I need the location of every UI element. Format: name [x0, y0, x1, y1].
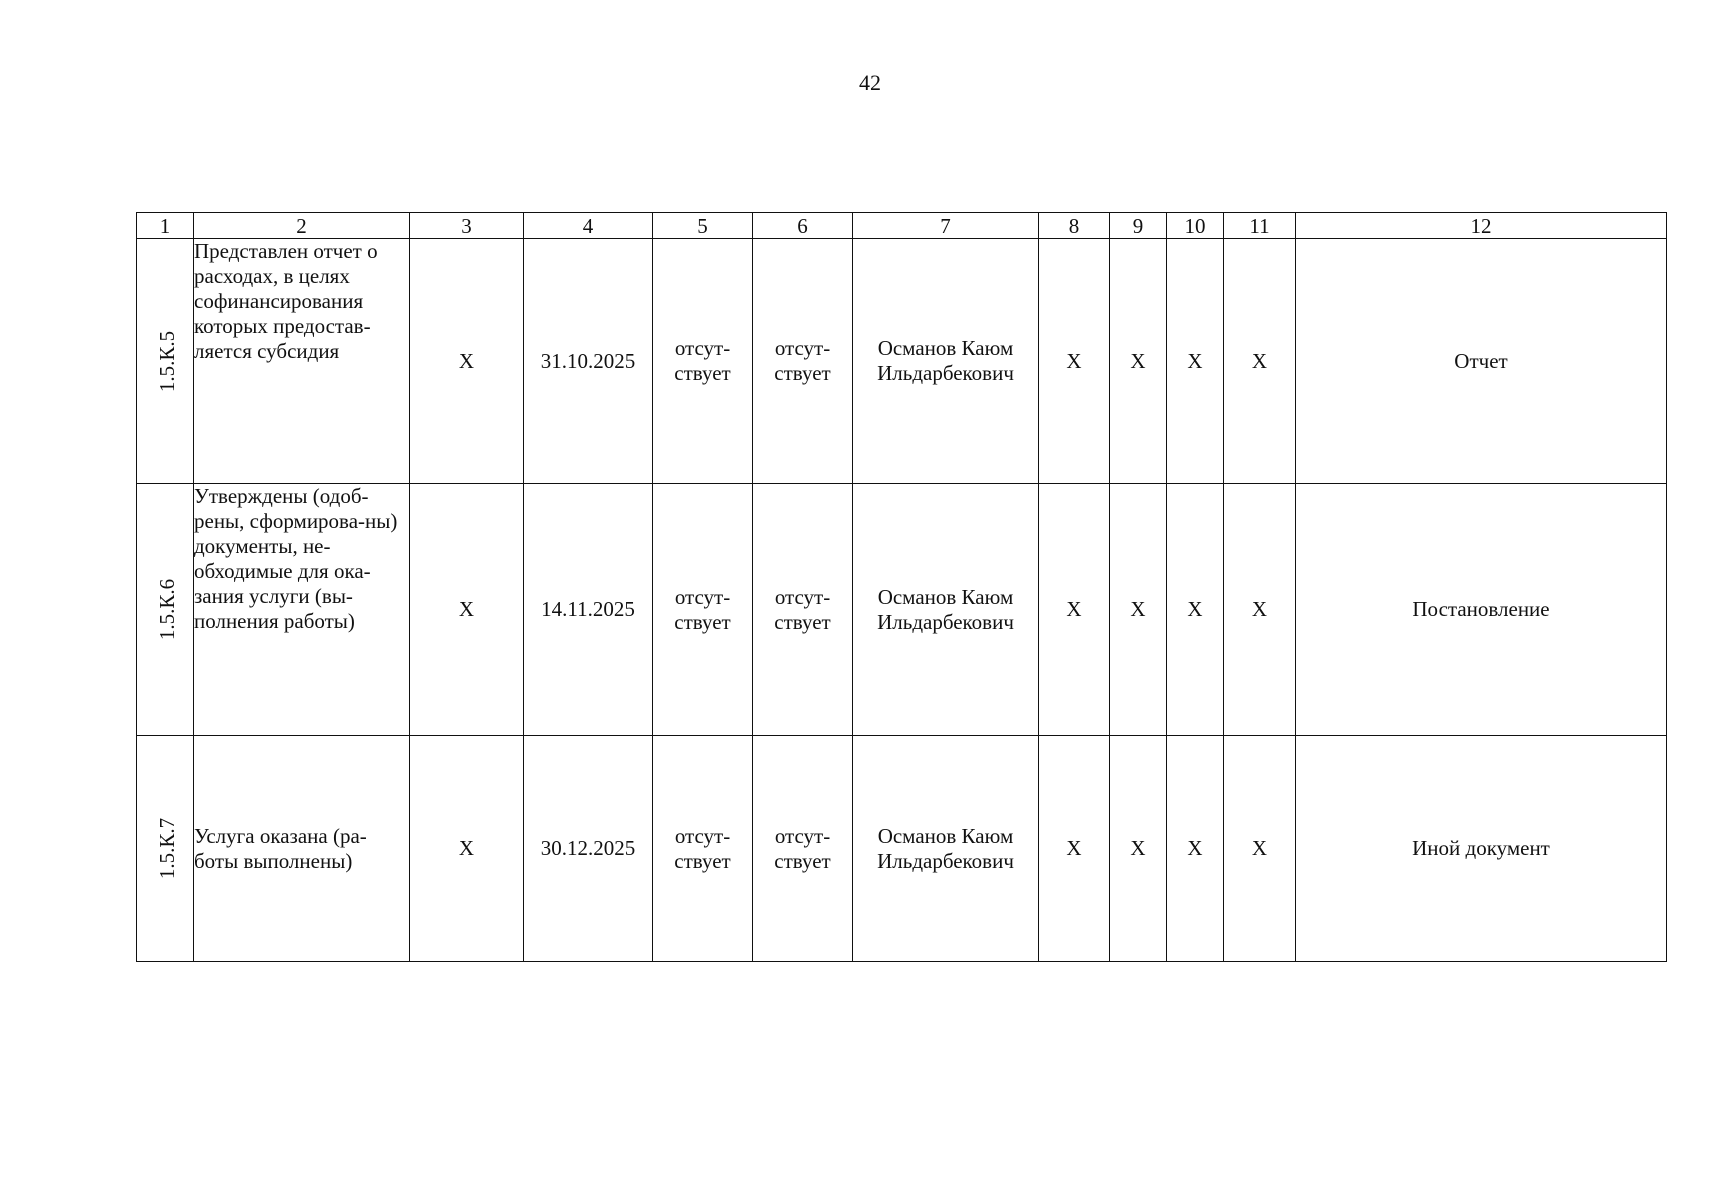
cell-col10: Х	[1167, 736, 1224, 962]
table-row	[137, 239, 1667, 484]
date-cell: 31.10.2025	[524, 239, 653, 484]
document-type-cell: Постановление	[1296, 484, 1667, 736]
description-cell: Представлен отчет о расходах, в целях софинансирования которых предостав-ляется субсидия	[194, 239, 410, 484]
column-header: 4	[524, 213, 653, 239]
row-code: 1.5.К.7	[155, 817, 180, 880]
date-cell: 14.11.2025	[524, 484, 653, 736]
document-type-cell: Отчет	[1296, 239, 1667, 484]
column-header: 6	[753, 213, 853, 239]
cell-col11: Х	[1224, 239, 1296, 484]
page-number: 42	[859, 70, 881, 95]
cell-col10: Х	[1167, 239, 1224, 484]
cell-col3: Х	[410, 484, 524, 736]
row-code-cell	[137, 239, 194, 484]
cell-col6: отсут-ствует	[753, 484, 853, 736]
column-header: 10	[1167, 213, 1224, 239]
column-header: 8	[1039, 213, 1110, 239]
cell-col6: отсут-ствует	[753, 736, 853, 962]
cell-col8: Х	[1039, 239, 1110, 484]
cell-col9: Х	[1110, 736, 1167, 962]
column-header: 11	[1224, 213, 1296, 239]
column-header: 12	[1296, 213, 1667, 239]
header-row	[137, 213, 1667, 239]
cell-col3: Х	[410, 736, 524, 962]
row-code-cell	[137, 736, 194, 962]
cell-col11: Х	[1224, 484, 1296, 736]
description-cell: Услуга оказана (ра-боты выполнены)	[194, 736, 410, 962]
cell-col5: отсут-ствует	[653, 239, 753, 484]
responsible-cell: Османов Каюм Ильдарбекович	[853, 484, 1039, 736]
column-header: 7	[853, 213, 1039, 239]
responsible-cell: Османов Каюм Ильдарбекович	[853, 239, 1039, 484]
column-header: 2	[194, 213, 410, 239]
document-type-cell: Иной документ	[1296, 736, 1667, 962]
cell-col10: Х	[1167, 484, 1224, 736]
row-code: 1.5.К.6	[155, 578, 180, 641]
plan-table	[136, 212, 1667, 962]
cell-col8: Х	[1039, 484, 1110, 736]
cell-col3: Х	[410, 239, 524, 484]
column-header: 3	[410, 213, 524, 239]
cell-col6: отсут-ствует	[753, 239, 853, 484]
cell-col9: Х	[1110, 484, 1167, 736]
row-code: 1.5.К.5	[155, 330, 180, 392]
cell-col8: Х	[1039, 736, 1110, 962]
cell-col11: Х	[1224, 736, 1296, 962]
column-header: 9	[1110, 213, 1167, 239]
cell-col5: отсут-ствует	[653, 484, 753, 736]
date-cell: 30.12.2025	[524, 736, 653, 962]
cell-col9: Х	[1110, 239, 1167, 484]
table-row	[137, 736, 1667, 962]
row-code-cell	[137, 484, 194, 736]
table-row	[137, 484, 1667, 736]
description-cell: Утверждены (одоб-рены, сформирова-ны) документы, не-обходимые для ока-зания услуги (вы-полнения работы)	[194, 484, 410, 736]
column-header: 1	[137, 213, 194, 239]
column-header: 5	[653, 213, 753, 239]
responsible-cell: Османов Каюм Ильдарбекович	[853, 736, 1039, 962]
cell-col5: отсут-ствует	[653, 736, 753, 962]
